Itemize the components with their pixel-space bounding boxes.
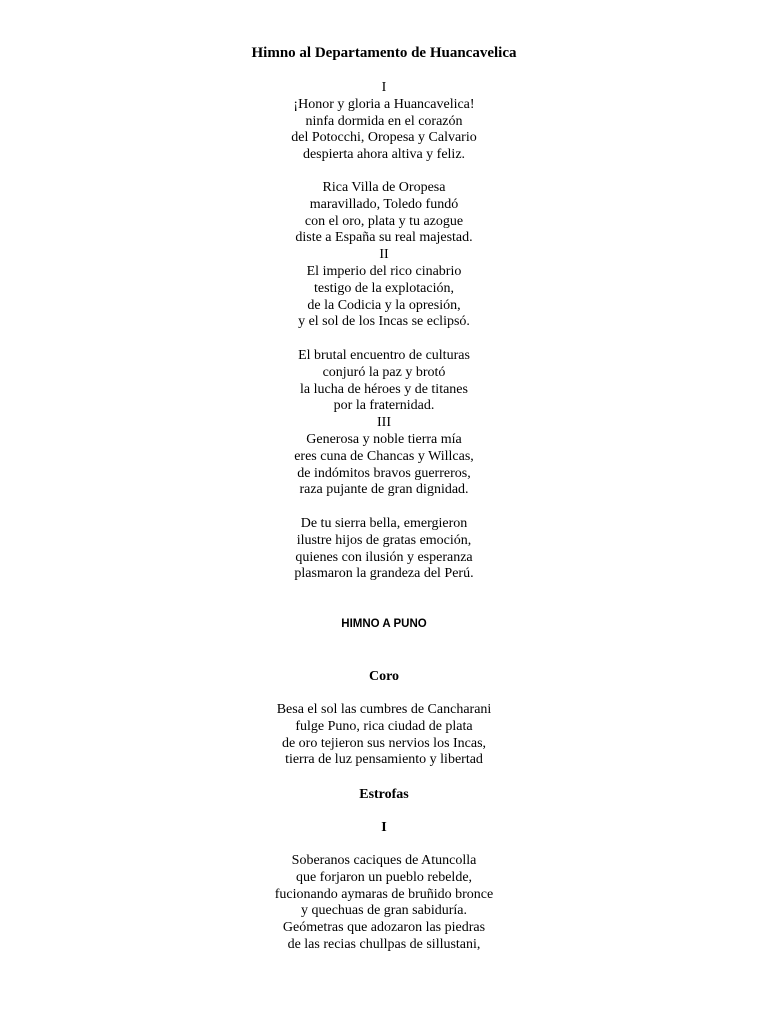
verse-line: Rica Villa de Oropesa <box>322 180 446 195</box>
hymn-puno-title: HIMNO A PUNO <box>341 618 427 630</box>
verse-line: Soberanos caciques de Atuncolla <box>291 853 477 868</box>
coro-stanza <box>184 702 584 769</box>
hymn-huancavelica-stanza-2 <box>184 180 584 331</box>
verse-line: raza pujante de gran dignidad. <box>299 482 469 498</box>
verse-line: testigo de la explotación, <box>314 280 454 296</box>
verse-line: por la fraternidad. <box>333 398 435 414</box>
hymn-huancavelica-stanza-3 <box>184 348 584 499</box>
verse-line: ninfa dormida en el corazón <box>305 113 463 129</box>
verse-line: y quechuas de gran sabiduría. <box>301 903 467 919</box>
verse-line: de la Codicia y la opresión, <box>307 297 461 313</box>
estrofas-heading: Estrofas <box>359 787 409 802</box>
verse-line: maravillado, Toledo fundó <box>309 196 459 212</box>
verse-line: de las recias chullpas de sillustani, <box>287 936 481 952</box>
verse-line: la lucha de héroes y de titanes <box>300 381 468 397</box>
verse-line: con el oro, plata y tu azogue <box>304 213 464 229</box>
verse-line: II <box>379 247 389 263</box>
verse-line: plasmaron la grandeza del Perú. <box>294 566 474 582</box>
hymn-huancavelica-stanza-1 <box>184 80 584 164</box>
verse-line: ¡Honor y gloria a Huancavelica! <box>293 96 475 112</box>
verse-line: Besa el sol las cumbres de Cancharani <box>276 702 492 717</box>
verse-line: diste a España su real majestad. <box>295 230 473 246</box>
verse-line: despierta ahora altiva y feliz. <box>302 147 466 163</box>
verse-line: que forjaron un pueblo rebelde, <box>295 869 473 885</box>
verse-line: tierra de luz pensamiento y libertad <box>285 752 483 768</box>
verse-line: de indómitos bravos guerreros, <box>297 465 471 481</box>
verse-line: I <box>381 80 387 95</box>
stanza-numeral: I <box>381 820 387 835</box>
verse-line: fucionando aymaras de bruñido bronce <box>274 886 494 902</box>
verse-line: quienes con ilusión y esperanza <box>295 549 473 565</box>
verse-line: De tu sierra bella, emergieron <box>300 516 468 531</box>
verse-line: III <box>377 415 391 431</box>
verse-line: Geómetras que adozaron las piedras <box>282 920 486 936</box>
coro-heading: Coro <box>368 669 400 684</box>
verse-line: ilustre hijos de gratas emoción, <box>296 532 472 548</box>
verse-line: eres cuna de Chancas y Willcas, <box>294 448 474 464</box>
hymn-huancavelica-stanza-4 <box>184 516 584 583</box>
estrofa-1-stanza <box>184 853 584 954</box>
verse-line: El imperio del rico cinabrio <box>306 263 462 279</box>
verse-line: del Potocchi, Oropesa y Calvario <box>291 130 477 146</box>
verse-line: Generosa y noble tierra mía <box>306 431 462 447</box>
verse-line: conjuró la paz y brotó <box>322 364 446 380</box>
hymn-huancavelica-title: Himno al Departamento de Huancavelica <box>251 45 517 61</box>
verse-line: de oro tejieron sus nervios los Incas, <box>281 735 487 751</box>
verse-line: fulge Puno, rica ciudad de plata <box>295 718 473 734</box>
verse-line: El brutal encuentro de culturas <box>298 348 470 363</box>
verse-line: y el sol de los Incas se eclipsó. <box>298 314 470 330</box>
